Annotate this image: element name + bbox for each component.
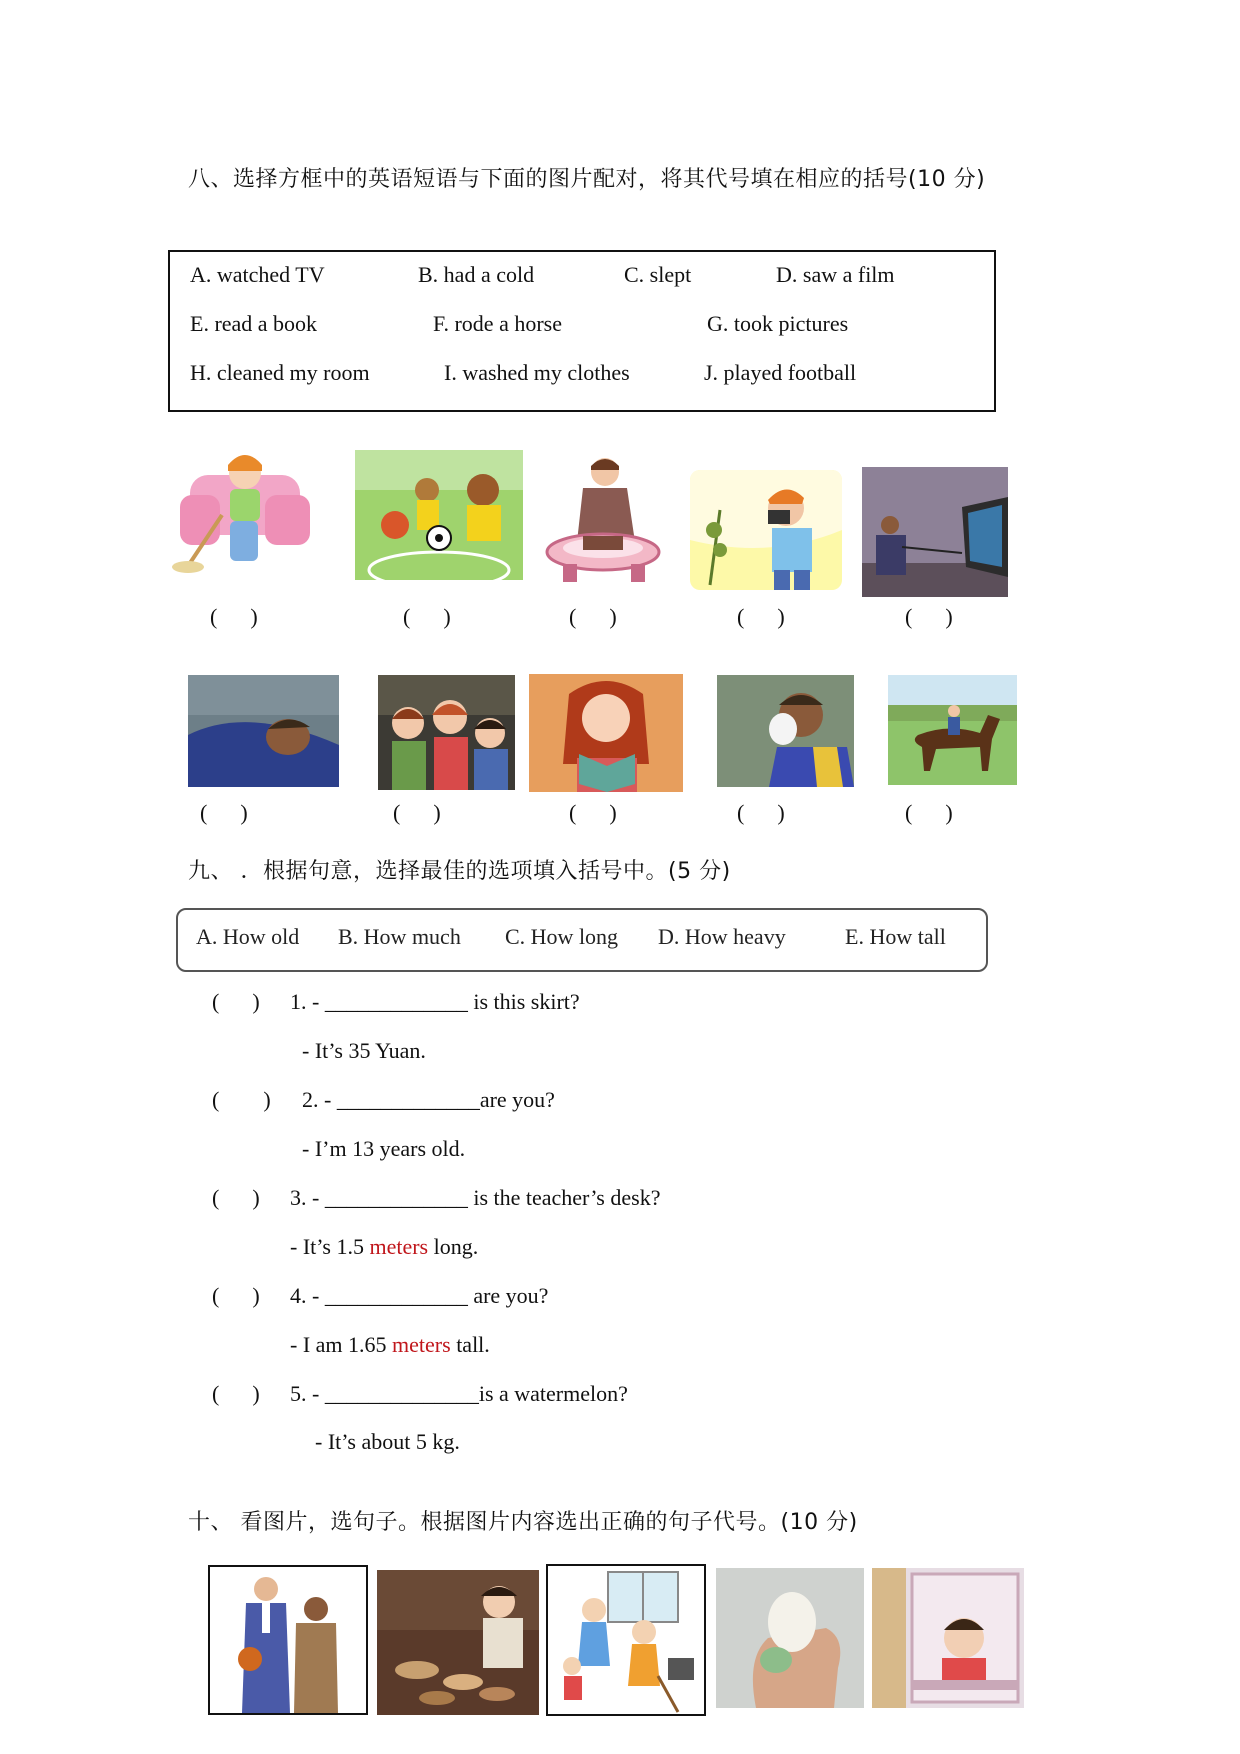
- question-number: 1. -: [290, 989, 320, 1014]
- answer-1: - It’s 35 Yuan.: [302, 1038, 426, 1063]
- girl-sweeping-picture: [170, 445, 320, 585]
- question-1: [290, 989, 580, 1015]
- question-number: 4. -: [290, 1283, 320, 1308]
- option-e: E. read a book: [190, 311, 318, 336]
- question-text: is this skirt?: [467, 989, 580, 1014]
- question-number: 3. -: [290, 1185, 320, 1210]
- answer-paren-8-10[interactable]: ( ): [905, 800, 953, 825]
- answer-paren-8-2[interactable]: ( ): [403, 604, 451, 629]
- woman-cooking-dishes-picture: [377, 1570, 539, 1715]
- answer-5: - It’s about 5 kg.: [315, 1429, 460, 1454]
- option-f: F. rode a horse: [433, 311, 562, 336]
- boy-at-window-picture: [872, 1568, 1024, 1708]
- hand-holding-egg-picture: [716, 1568, 864, 1708]
- answer-blank[interactable]: ______________: [324, 1381, 479, 1406]
- answer-paren-8-7[interactable]: ( ): [393, 800, 441, 825]
- answer-paren-8-5[interactable]: ( ): [905, 604, 953, 629]
- option-b: B. had a cold: [418, 262, 535, 287]
- answer-2: - I’m 13 years old.: [302, 1136, 466, 1161]
- question-5: [290, 1381, 628, 1407]
- option-i: I. washed my clothes: [444, 360, 630, 385]
- boy-taking-photo-picture: [690, 470, 842, 590]
- answer-paren-8-4[interactable]: ( ): [737, 604, 785, 629]
- boy-with-cold-picture: [717, 675, 854, 787]
- boy-watching-tv-picture: [862, 467, 1008, 597]
- option-9-a: A. How old: [196, 924, 300, 949]
- girl-reading-book-picture: [529, 674, 683, 792]
- answer-blank[interactable]: _____________: [324, 1283, 468, 1308]
- children-at-cinema-picture: [378, 675, 515, 790]
- question-3-paren[interactable]: ( ): [212, 1185, 260, 1210]
- answer-3: - It’s 1.5 meters long.: [290, 1234, 479, 1259]
- option-j: J. played football: [704, 360, 857, 385]
- answer-paren-8-3[interactable]: ( ): [569, 604, 617, 629]
- answer-paren-8-6[interactable]: ( ): [200, 800, 248, 825]
- question-text: are you?: [479, 1087, 555, 1112]
- question-text: are you?: [467, 1283, 549, 1308]
- answer-4: - I am 1.65 meters tall.: [290, 1332, 490, 1357]
- family-cleaning-cartoon-picture: [546, 1564, 706, 1716]
- option-9-e: E. How tall: [845, 924, 946, 949]
- option-9-d: D. How heavy: [658, 924, 786, 949]
- question-text: is a watermelon?: [478, 1381, 628, 1406]
- section-8-heading: 八、选择方框中的英语短语与下面的图片配对，将其代号填在相应的括号(10 分): [188, 167, 986, 192]
- answer-blank[interactable]: _____________: [324, 1185, 468, 1210]
- option-d: D. saw a film: [776, 262, 895, 287]
- question-number: 5. -: [290, 1381, 320, 1406]
- question-3: [290, 1185, 660, 1211]
- answer-blank[interactable]: _____________: [324, 989, 468, 1014]
- question-number: 2. -: [302, 1087, 332, 1112]
- question-4: [290, 1283, 548, 1309]
- answer-paren-8-8[interactable]: ( ): [569, 800, 617, 825]
- section-9-heading: 九、 ．根据句意，选择最佳的选项填入括号中。(5 分): [188, 859, 731, 884]
- answer-paren-8-9[interactable]: ( ): [737, 800, 785, 825]
- boy-sleeping-picture: [188, 675, 339, 787]
- answer-paren-8-1[interactable]: ( ): [210, 604, 258, 629]
- two-men-standing-picture: [208, 1565, 368, 1715]
- option-g: G. took pictures: [707, 311, 849, 336]
- question-2-paren[interactable]: ( ): [212, 1087, 271, 1112]
- option-a: A. watched TV: [190, 262, 325, 287]
- option-h: H. cleaned my room: [190, 360, 370, 385]
- man-riding-horse-picture: [888, 675, 1017, 785]
- question-2: [302, 1087, 555, 1113]
- question-5-paren[interactable]: ( ): [212, 1381, 260, 1406]
- animals-playing-football-picture: [355, 450, 523, 580]
- question-text: is the teacher’s desk?: [467, 1185, 661, 1210]
- option-9-b: B. How much: [338, 924, 461, 949]
- answer-blank[interactable]: _____________: [336, 1087, 480, 1112]
- question-4-paren[interactable]: ( ): [212, 1283, 260, 1308]
- option-9-c: C. How long: [505, 924, 619, 949]
- option-c: C. slept: [624, 262, 692, 287]
- section-10-heading: 十、 看图片，选句子。根据图片内容选出正确的句子代号。(10 分): [188, 1510, 858, 1535]
- woman-washing-clothes-picture: [543, 452, 665, 586]
- question-1-paren[interactable]: ( ): [212, 989, 260, 1014]
